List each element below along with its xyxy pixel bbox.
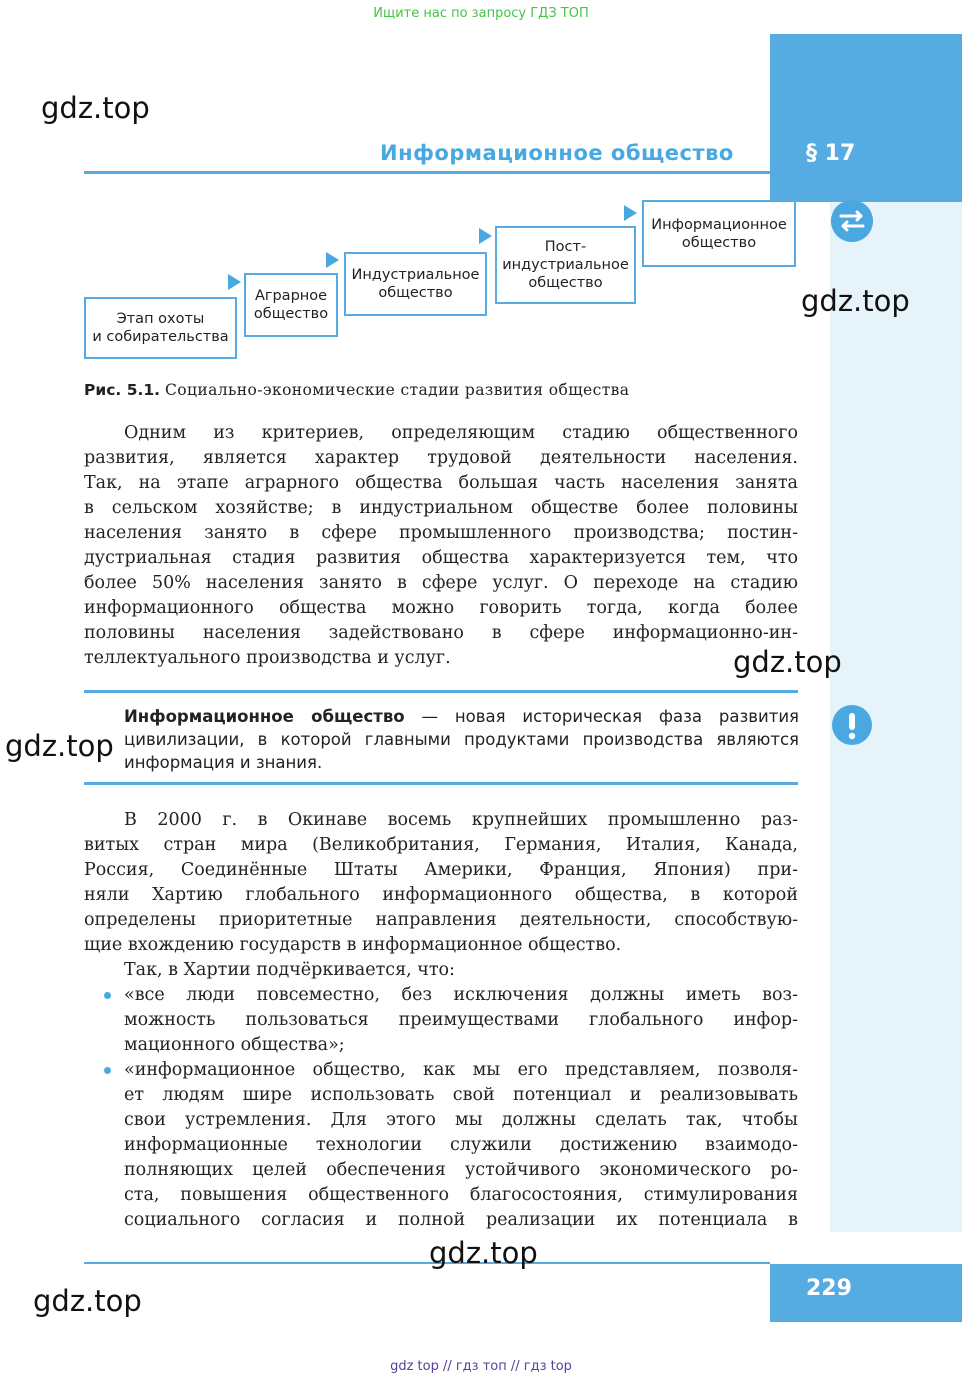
stage-arrow-icon — [624, 205, 637, 221]
text-line: няли Хартию глобального информационного общества, в которой — [84, 885, 798, 905]
text-line: щие вхождению государств в информационное общество. — [84, 935, 622, 955]
text-line: населения занято в сфере промышленного производства; постин- — [84, 523, 798, 543]
bullet-dot-icon — [104, 992, 111, 999]
paragraph-okinawa — [84, 808, 798, 983]
title-rule — [84, 171, 770, 174]
text-line: Одним из критериев, определяющим стадию общественного — [124, 423, 798, 443]
watermark: gdz.top — [33, 1284, 142, 1318]
text-line: более 50% населения занято в сфере услуг. О переходе на стадию — [84, 573, 798, 593]
stage-box-agrarian — [244, 273, 338, 337]
text-line: В 2000 г. в Окинаве восемь крупнейших промышленно раз- — [124, 810, 798, 830]
footer-links: gdz top // гдз топ // гдз top — [390, 1359, 572, 1374]
page-number: 229 — [806, 1276, 852, 1301]
side-panel-header — [770, 34, 962, 202]
text-line: полняющих целей обеспечения устойчивого экономического ро- — [124, 1160, 798, 1180]
watermark: gdz.top — [801, 284, 910, 318]
watermark: gdz.top — [41, 91, 150, 125]
text-line: Так, на этапе аграрного общества большая часть населения занята — [84, 473, 798, 493]
definition-rule-top — [84, 690, 798, 693]
figure-caption-label: Рис. 5.1. — [84, 381, 161, 399]
text-line: определены приоритетные направления деятельности, способствую- — [84, 910, 798, 930]
stage-arrow-icon — [326, 252, 339, 268]
exclamation-icon — [831, 704, 873, 750]
paragraph-criteria — [84, 421, 798, 671]
definition-line: цивилизации, в которой главными продуктами производства являются — [124, 730, 799, 749]
definition-block — [124, 705, 799, 774]
stage-box-postindustrial — [495, 226, 636, 304]
definition-line: информация и знания. — [124, 753, 323, 772]
text-line: теллектуального производства и услуг. — [84, 648, 451, 668]
chapter-title: Информационное общество — [380, 141, 734, 165]
text-line: половины населения задействовано в сфере информационно-ин- — [84, 623, 798, 643]
text-line: мационного общества»; — [124, 1035, 345, 1055]
text-line: Так, в Хартии подчёркивается, что: — [124, 960, 455, 980]
stage-label-line: Этап охоты — [116, 311, 205, 327]
stage-label-line: и собирательства — [92, 329, 229, 345]
stage-label-line: Пост- — [544, 239, 587, 255]
stage-arrow-icon — [228, 274, 241, 290]
text-line: свои устремления. Для этого мы должны сделать так, чтобы — [124, 1110, 798, 1130]
definition-rule-bottom — [84, 782, 798, 785]
stage-label-line: Информационное — [651, 216, 787, 233]
text-line: Россия, Соединённые Штаты Америки, Франция, Япония) при- — [84, 860, 798, 880]
text-line: витых стран мира (Великобритания, Германия, Италия, Канада, — [84, 835, 798, 855]
figure-caption — [84, 381, 629, 399]
stage-label-line: Аграрное — [254, 288, 328, 304]
text-line: в сельском хозяйстве; в индустриальном обществе более половины — [84, 498, 798, 518]
text-line: развития, является характер трудовой деятельности населения. — [84, 448, 798, 468]
stage-box-information — [642, 200, 796, 267]
stage-label-line: индустриальное — [502, 257, 629, 273]
definition-term: Информационное общество — [124, 707, 405, 726]
text-line: «все люди повсеместно, без исключения должны иметь воз- — [124, 985, 798, 1005]
bullet-item-1 — [124, 983, 798, 1058]
text-line: «информационное общество, как мы его представляем, позволя- — [124, 1060, 798, 1080]
stage-label-line: Индустриальное — [351, 267, 480, 283]
text-line: ет людям шире использовать свой потенциал и реализовывать — [124, 1085, 798, 1105]
figure-caption-text: Социально-экономические стадии развития общества — [164, 381, 630, 399]
stage-label-line: общество — [528, 275, 603, 291]
stage-box-industrial — [344, 252, 487, 316]
stage-label-line: общество — [681, 234, 757, 251]
text-line: информационные технологии служили достижению взаимодо- — [124, 1135, 798, 1155]
text-line: ста, повышения общественного благосостояния, стимулирования — [124, 1185, 798, 1205]
text-line: социального согласия и полной реализации их потенциала в — [124, 1210, 798, 1230]
watermark: gdz.top — [429, 1236, 538, 1270]
bottom-rule — [84, 1262, 770, 1264]
stage-label-line: общество — [253, 306, 329, 322]
text-line: информационного общества можно говорить тогда, когда более — [84, 598, 798, 618]
stage-label-line: общество — [378, 285, 453, 301]
bullet-dot-icon — [104, 1067, 111, 1074]
text-line: можность пользоваться преимуществами глобального инфор- — [124, 1010, 798, 1030]
swap-arrows-icon — [831, 200, 873, 242]
stage-arrow-icon — [479, 228, 492, 244]
section-number: § 17 — [806, 141, 856, 166]
watermark: gdz.top — [733, 645, 842, 679]
top-banner: Ищите нас по запросу ГДЗ ТОП — [373, 6, 589, 21]
watermark: gdz.top — [5, 729, 114, 763]
bullet-item-2 — [124, 1058, 798, 1233]
text-line: дустриальная стадия развития общества характеризуется тем, что — [84, 548, 798, 568]
side-panel-footer — [770, 1264, 962, 1322]
definition-line: — новая историческая фаза развития — [404, 707, 799, 726]
stage-box-hunting — [84, 297, 237, 359]
